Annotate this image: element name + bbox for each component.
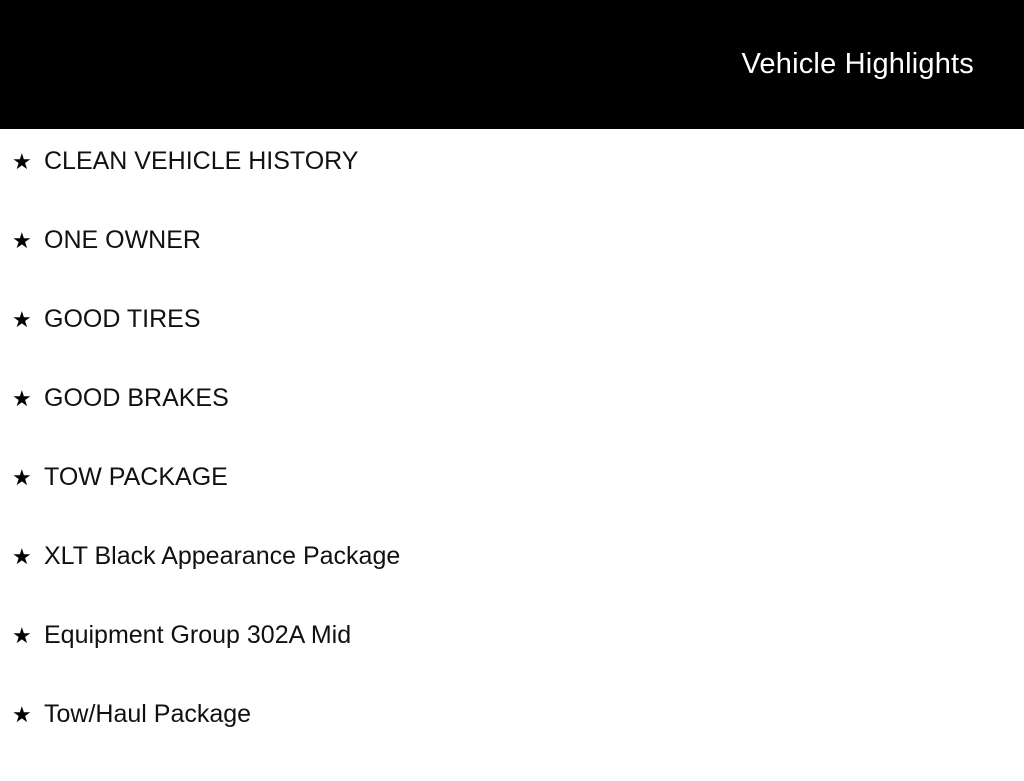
page-title: Vehicle Highlights [741, 48, 974, 80]
highlight-label: GOOD BRAKES [44, 384, 229, 412]
highlight-label: Tow/Haul Package [44, 700, 252, 728]
list-item [0, 623, 1024, 702]
list-item [0, 465, 1024, 544]
vehicle-highlights-list [0, 129, 1024, 781]
list-item [0, 307, 1024, 386]
star-icon: ★ [12, 623, 32, 648]
list-item [0, 544, 1024, 623]
star-icon: ★ [12, 386, 32, 411]
highlight-label: ONE OWNER [44, 226, 201, 254]
star-icon: ★ [12, 544, 32, 569]
highlight-label: CLEAN VEHICLE HISTORY [44, 147, 359, 175]
highlight-label: Equipment Group 302A Mid [44, 621, 352, 649]
highlight-label: GOOD TIRES [44, 305, 201, 333]
highlight-label: TOW PACKAGE [44, 463, 228, 491]
page-header [0, 0, 1024, 129]
list-item [0, 149, 1024, 228]
star-icon: ★ [12, 465, 32, 490]
highlight-label: XLT Black Appearance Package [44, 542, 401, 570]
list-item [0, 386, 1024, 465]
list-item [0, 702, 1024, 781]
star-icon: ★ [12, 702, 32, 727]
star-icon: ★ [12, 149, 32, 174]
star-icon: ★ [12, 307, 32, 332]
star-icon: ★ [12, 228, 32, 253]
list-item [0, 228, 1024, 307]
